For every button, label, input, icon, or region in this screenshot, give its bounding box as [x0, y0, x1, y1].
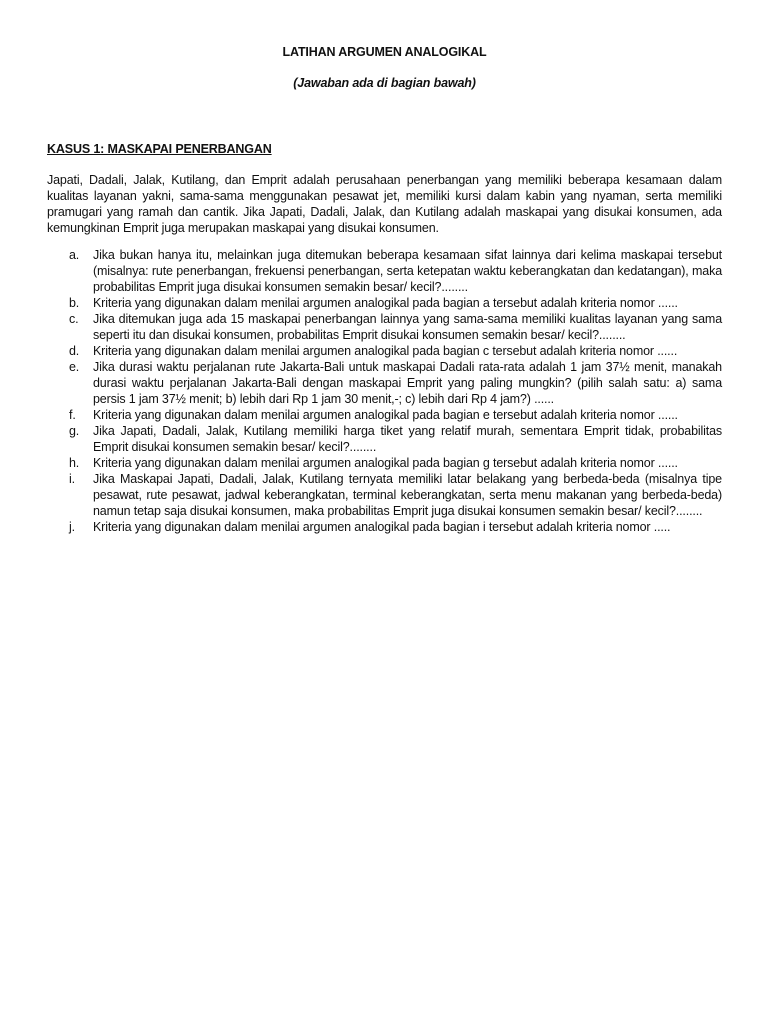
list-item [47, 359, 722, 407]
list-item [47, 407, 722, 423]
list-item [47, 295, 722, 311]
list-item [47, 311, 722, 343]
list-item-text: Jika Japati, Dadali, Jalak, Kutilang memiliki harga tiket yang relatif murah, sementara Emprit tidak, probabilitas Emprit disukai konsumen semakin besar/ kecil?........ [93, 424, 722, 454]
list-item [47, 455, 722, 471]
list-marker: h. [69, 456, 80, 470]
list-item-text: Kriteria yang digunakan dalam menilai argumen analogikal pada bagian e tersebut adalah kriteria nomor ...... [93, 408, 678, 422]
case-intro-paragraph: Japati, Dadali, Jalak, Kutilang, dan Emprit adalah perusahaan penerbangan yang memiliki beberapa kesamaan dalam kualitas layanan yakni, sama-sama menggunakan pesawat jet, memiliki kursi dalam kabin yang nyaman, serta memiliki pramugari yang ramah dan cantik. Jika Japati, Dadali, Jalak, dan Kutilang adalah maskapai yang disukai konsumen, ada kemungkinan Emprit juga merupakan maskapai yang disukai konsumen. [47, 173, 722, 235]
document-subtitle: (Jawaban ada di bagian bawah) [293, 76, 476, 90]
list-item-text: Jika Maskapai Japati, Dadali, Jalak, Kutilang ternyata memiliki latar belakang yang berbeda-beda (misalnya tipe pesawat, rute pesawat, jadwal keberangkatan, terminal keberangkatan, serta menu makanan yang berbeda-beda) namun tetap saja disukai konsumen, maka probabilitas Emprit juga disukai konsumen semakin besar/ kecil?........ [93, 472, 722, 518]
list-marker: c. [69, 312, 79, 326]
list-item [47, 423, 722, 455]
list-marker: b. [69, 296, 80, 310]
list-marker: e. [69, 360, 80, 374]
list-marker: i. [69, 472, 75, 486]
list-item-text: Jika durasi waktu perjalanan rute Jakarta-Bali untuk maskapai Dadali rata-rata adalah 1 jam 37½ menit, manakah durasi waktu perjalanan Jakarta-Bali dengan maskapai Emprit yang paling mungkin? (pilih salah satu: a) sama persis 1 jam 37½ menit; b) lebih dari Rp 1 jam 30 menit,-; c) lebih dari Rp 4 jam?) ...... [93, 360, 722, 406]
list-marker: a. [69, 248, 80, 262]
question-list [47, 247, 722, 535]
list-marker: d. [69, 344, 80, 358]
document-page [47, 0, 722, 535]
list-marker: j. [69, 520, 75, 534]
list-item [47, 471, 722, 519]
list-marker: f. [69, 408, 76, 422]
list-item [47, 343, 722, 359]
list-item [47, 247, 722, 295]
list-marker: g. [69, 424, 80, 438]
list-item-text: Kriteria yang digunakan dalam menilai argumen analogikal pada bagian i tersebut adalah kriteria nomor ..... [93, 520, 671, 534]
list-item-text: Jika bukan hanya itu, melainkan juga ditemukan beberapa kesamaan sifat lainnya dari kelima maskapai tersebut (misalnya: rute penerbangan, frekuensi penerbangan, serta ketepatan waktu keberangkatan dan kedatangan), maka probabilitas Emprit juga disukai konsumen semakin besar/ kecil?........ [93, 248, 722, 294]
document-title: LATIHAN ARGUMEN ANALOGIKAL [282, 45, 487, 59]
case-heading: KASUS 1: MASKAPAI PENERBANGAN [47, 142, 272, 156]
list-item [47, 519, 722, 535]
list-item-text: Jika ditemukan juga ada 15 maskapai penerbangan lainnya yang sama-sama memiliki kualitas layanan yang sama seperti itu dan disukai konsumen, probabilitas Emprit disukai konsumen semakin besar/ kecil?........ [93, 312, 722, 342]
list-item-text: Kriteria yang digunakan dalam menilai argumen analogikal pada bagian c tersebut adalah kriteria nomor ...... [93, 344, 678, 358]
list-item-text: Kriteria yang digunakan dalam menilai argumen analogikal pada bagian g tersebut adalah kriteria nomor ...... [93, 456, 678, 470]
list-item-text: Kriteria yang digunakan dalam menilai argumen analogikal pada bagian a tersebut adalah kriteria nomor ...... [93, 296, 678, 310]
